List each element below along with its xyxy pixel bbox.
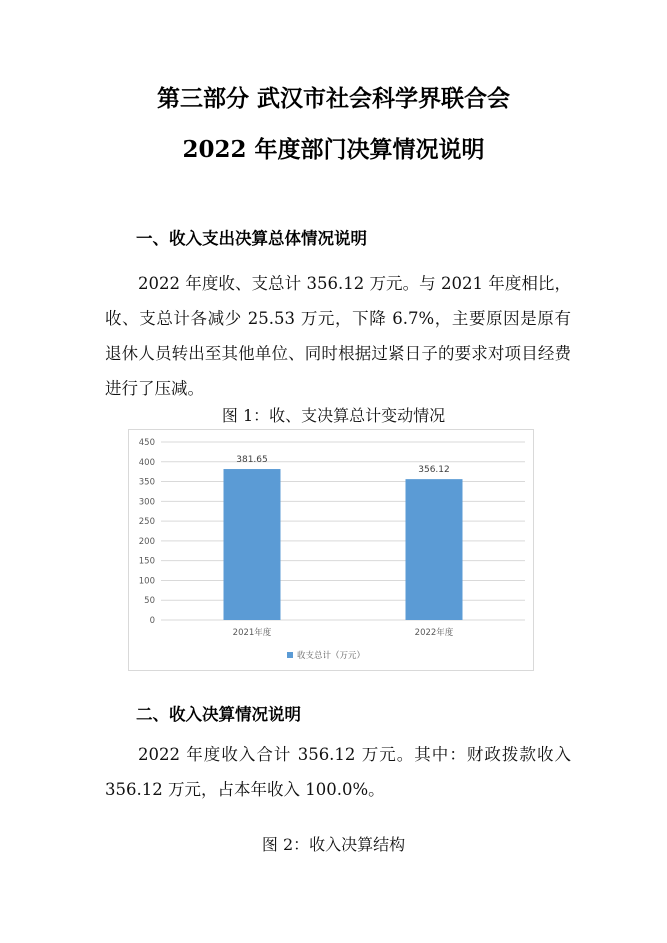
y-tick-label: 50	[144, 596, 155, 607]
y-tick-label: 250	[138, 517, 155, 528]
figure1-chart	[128, 429, 534, 671]
section2-paragraph: 2022 年度收入合计 356.12 万元。其中：财政拨款收入 356.12 万元，占本年收入 100.0%。	[105, 745, 571, 799]
y-tick-label: 200	[138, 536, 155, 547]
legend-label: 收支总计（万元）	[297, 651, 366, 661]
legend-swatch	[287, 652, 293, 658]
data-label: 381.65	[236, 455, 268, 466]
data-label: 356.12	[418, 465, 450, 476]
y-tick-label: 150	[138, 556, 155, 567]
figure2-caption: 图 2：收入决算结构	[261, 835, 406, 854]
y-tick-label: 450	[138, 438, 155, 448]
x-tick-label: 2021年度	[232, 628, 272, 638]
bar	[224, 469, 281, 620]
section2-heading: 二、收入决算情况说明	[136, 705, 301, 724]
page-title-line2: 2022 年度部门决算情况说明	[182, 136, 485, 163]
bar	[406, 479, 463, 620]
x-tick-label: 2022年度	[414, 628, 454, 638]
y-tick-label: 0	[149, 616, 155, 626]
y-tick-label: 100	[138, 576, 155, 587]
y-tick-label: 400	[138, 457, 155, 468]
y-tick-label: 300	[138, 497, 155, 508]
figure1-caption: 图 1：收、支决算总计变动情况	[221, 406, 446, 425]
page-title-line1: 第三部分 武汉市社会科学界联合会	[156, 85, 510, 112]
bar-chart-svg	[129, 430, 535, 672]
y-tick-label: 350	[138, 477, 155, 488]
section1-paragraph: 2022 年度收、支总计 356.12 万元。与 2021 年度相比，收、支总计各减少 25.53 万元，下降 6.7%，主要原因是原有退休人员转出至其他单位、同时根据过紧日子的要求对项目经费进行了压减。	[105, 274, 571, 398]
section1-heading: 一、收入支出决算总体情况说明	[136, 229, 367, 248]
